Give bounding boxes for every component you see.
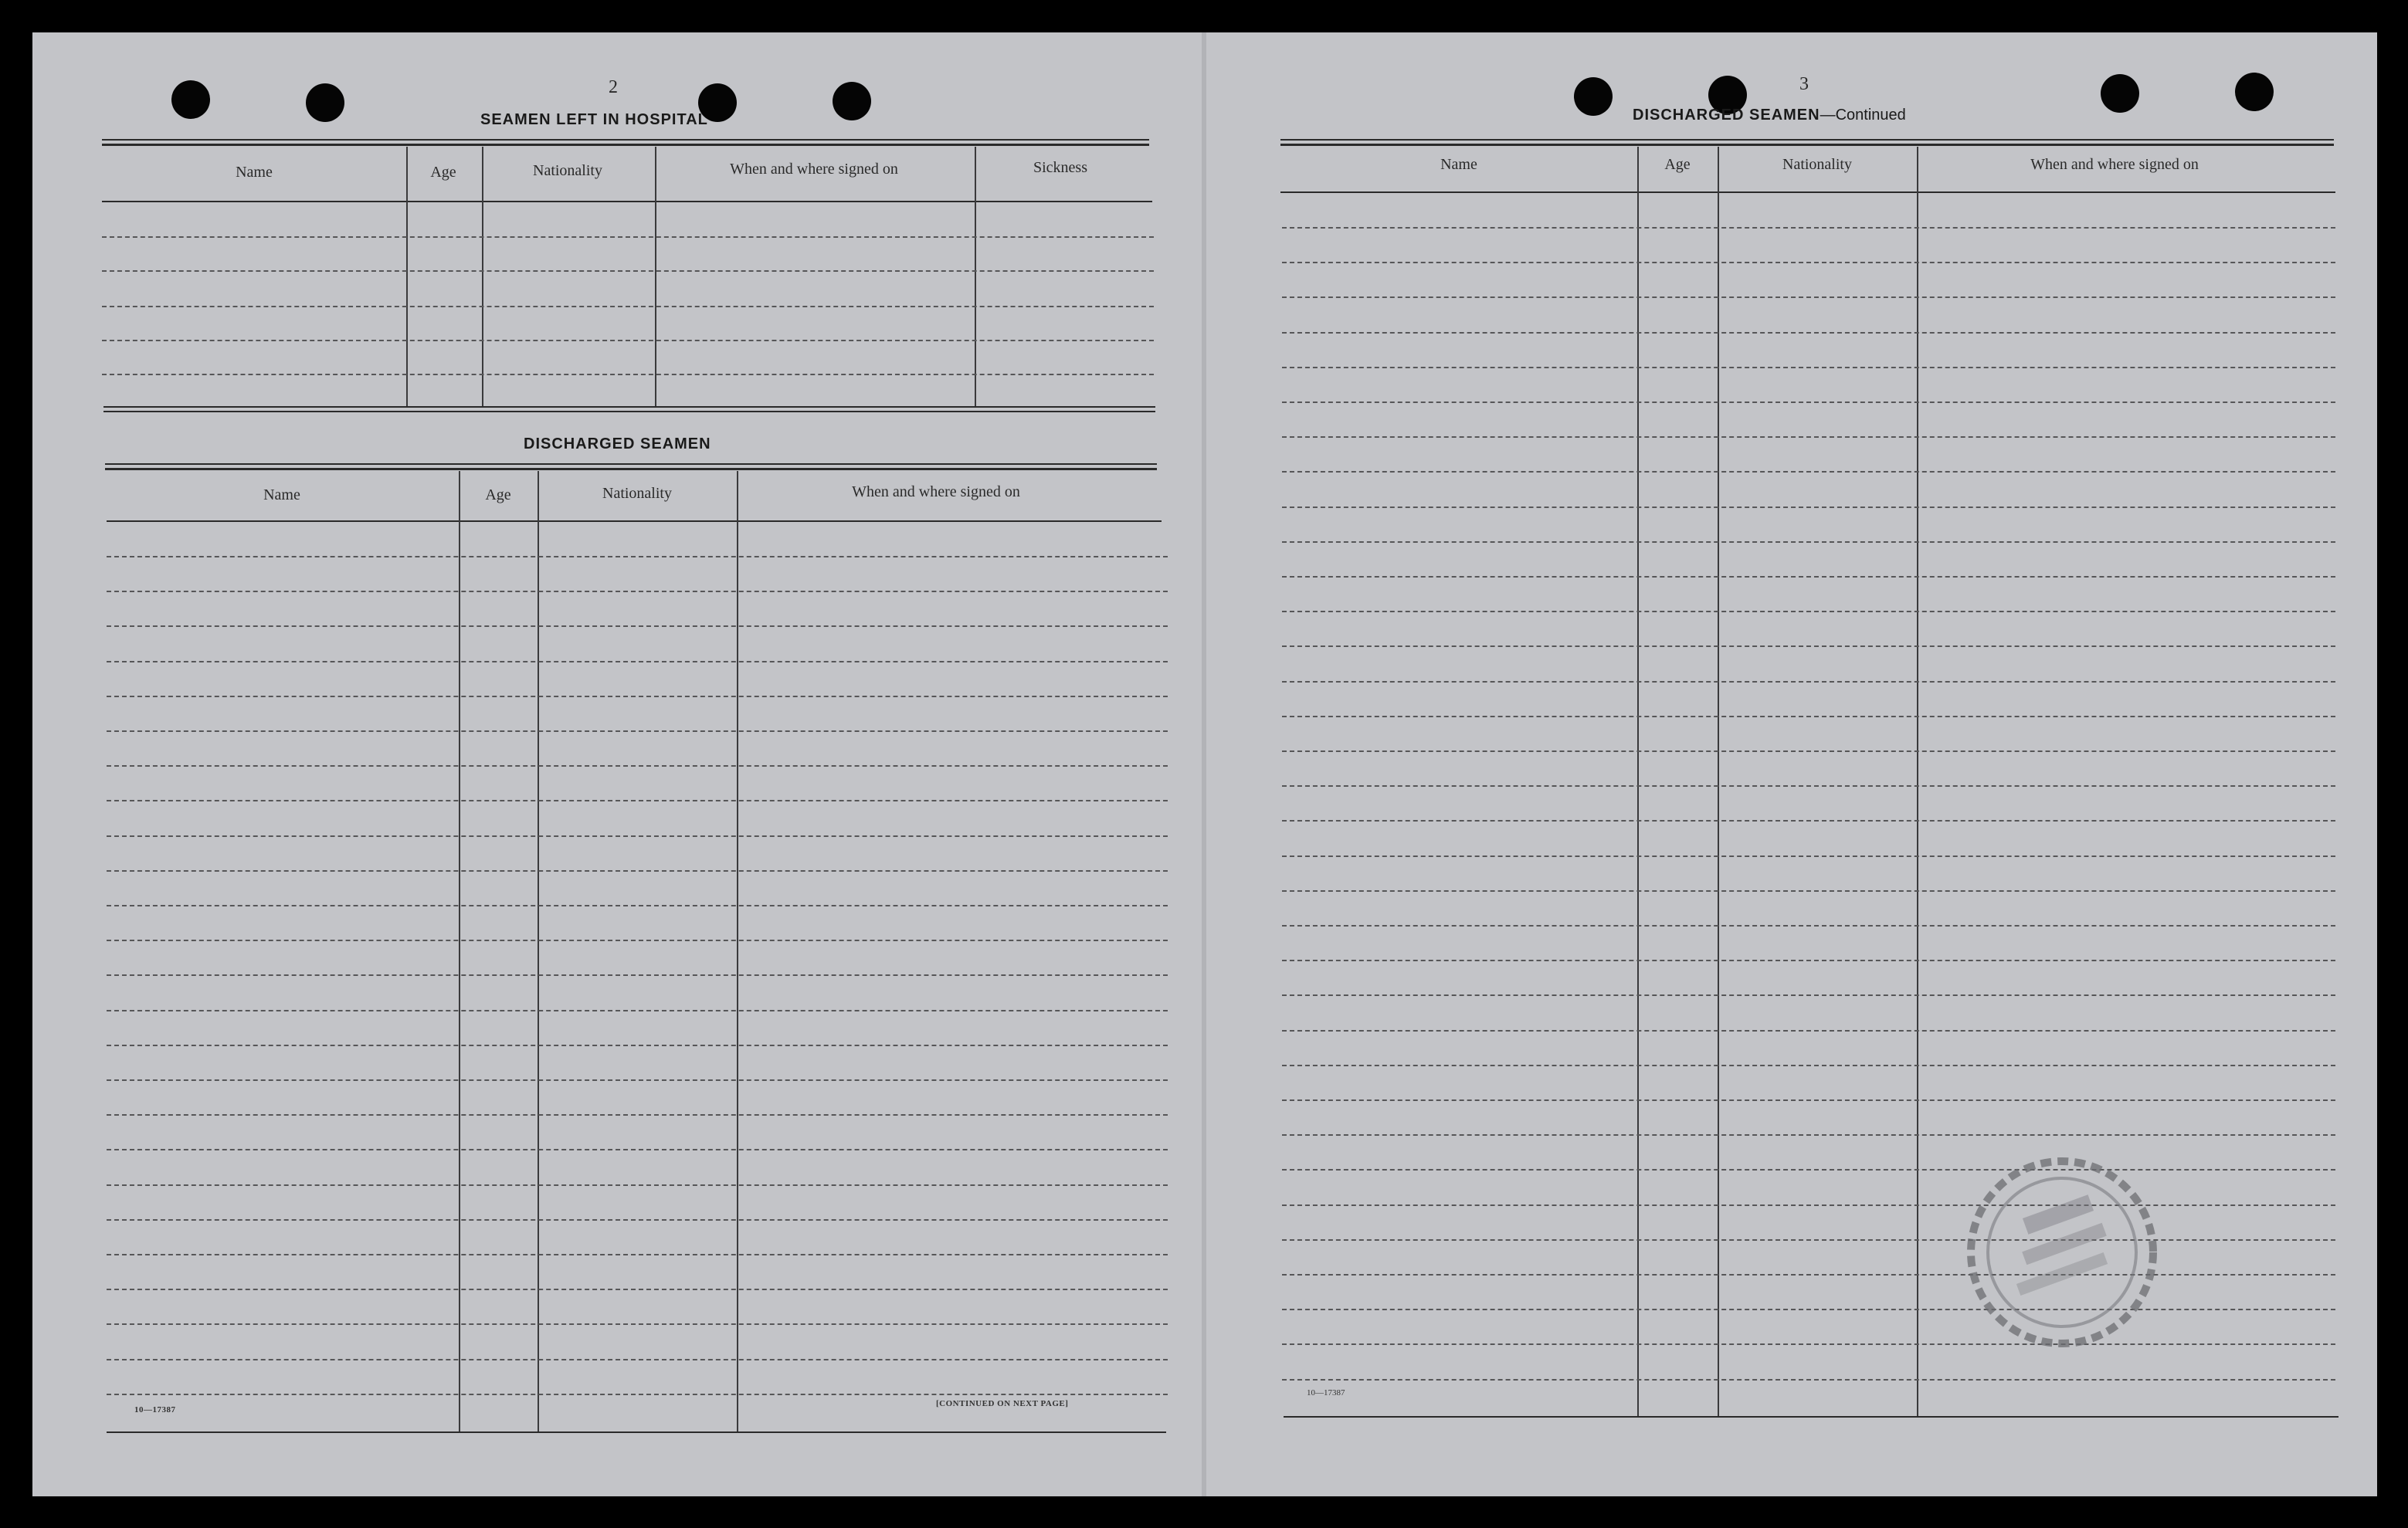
col-header-nationality: Nationality xyxy=(533,162,602,179)
table-row xyxy=(1282,1239,2335,1241)
table-row xyxy=(107,696,1168,697)
table-row xyxy=(1282,227,2335,229)
table-row xyxy=(1282,1274,2335,1276)
table-row xyxy=(1282,716,2335,717)
table-row xyxy=(1282,681,2335,683)
table-row xyxy=(1282,645,2335,647)
table-row xyxy=(107,1323,1168,1325)
discharged-section-title: DISCHARGED SEAMEN xyxy=(524,435,711,452)
punch-hole xyxy=(2101,74,2139,113)
col-header-name: Name xyxy=(263,486,300,503)
column-divider xyxy=(737,471,738,1431)
column-divider xyxy=(459,471,460,1431)
table-row xyxy=(107,730,1168,732)
table-row xyxy=(1282,541,2335,543)
top-rule xyxy=(102,144,1149,146)
col-header-signed-on: When and where signed on xyxy=(2030,156,2199,173)
col-header-name: Name xyxy=(236,164,273,181)
page-number-left: 2 xyxy=(609,77,618,97)
header-rule xyxy=(1280,191,2335,193)
column-divider xyxy=(406,147,408,408)
hospital-section-title: SEAMEN LEFT IN HOSPITAL xyxy=(480,111,708,128)
header-rule xyxy=(107,520,1162,522)
table-row xyxy=(107,1114,1168,1116)
table-row xyxy=(102,374,1154,375)
document-sheet xyxy=(32,32,2377,1496)
table-row xyxy=(1282,994,2335,996)
title-text: DISCHARGED SEAMEN xyxy=(1633,107,1820,124)
form-number-right: 10—17387 xyxy=(1307,1388,1345,1398)
table-row xyxy=(1282,332,2335,334)
postmark-stamp xyxy=(1962,1152,2162,1353)
title-suffix: —Continued xyxy=(1820,107,1906,124)
table-row xyxy=(1282,925,2335,927)
col-header-signed-on: When and where signed on xyxy=(730,161,898,178)
table-row xyxy=(1282,820,2335,822)
table-row xyxy=(107,974,1168,976)
header-rule xyxy=(102,201,1152,202)
punch-hole xyxy=(833,82,871,120)
table-row xyxy=(1282,750,2335,752)
col-header-nationality: Nationality xyxy=(1782,156,1852,173)
column-divider xyxy=(1637,147,1639,1418)
table-row xyxy=(107,835,1168,837)
table-row xyxy=(102,306,1154,307)
table-row xyxy=(1282,576,2335,578)
col-header-nationality: Nationality xyxy=(602,485,672,502)
table-row xyxy=(1282,785,2335,787)
table-row xyxy=(1282,1309,2335,1310)
table-row xyxy=(107,1394,1168,1395)
table-row xyxy=(107,1045,1168,1046)
punch-hole xyxy=(2235,73,2274,111)
table-row xyxy=(107,1254,1168,1255)
table-row xyxy=(1282,960,2335,961)
punch-hole xyxy=(306,83,344,122)
table-row xyxy=(107,556,1168,557)
table-row xyxy=(1282,436,2335,438)
col-header-signed-on: When and where signed on xyxy=(852,483,1020,500)
continued-note: [CONTINUED ON NEXT PAGE] xyxy=(936,1399,1069,1408)
table-row xyxy=(107,800,1168,801)
table-row xyxy=(1282,890,2335,892)
page-number-right: 3 xyxy=(1799,74,1809,94)
table-row xyxy=(107,1359,1168,1360)
table-row xyxy=(107,905,1168,906)
table-row xyxy=(1282,1379,2335,1381)
column-divider xyxy=(1718,147,1719,1418)
col-header-sickness: Sickness xyxy=(1033,159,1087,176)
table-row xyxy=(1282,1169,2335,1171)
column-divider xyxy=(538,471,539,1431)
table-row xyxy=(1282,367,2335,368)
table-row xyxy=(107,591,1168,592)
table-row xyxy=(1282,471,2335,473)
bottom-rule xyxy=(1284,1416,2338,1418)
column-divider xyxy=(482,147,483,408)
table-row xyxy=(102,236,1154,238)
table-row xyxy=(107,1149,1168,1150)
table-row xyxy=(107,1079,1168,1081)
table-row xyxy=(107,765,1168,767)
column-divider xyxy=(655,147,656,408)
table-row xyxy=(1282,507,2335,508)
column-divider xyxy=(975,147,976,406)
table-row xyxy=(1282,1204,2335,1206)
col-header-age: Age xyxy=(430,164,456,181)
table-row xyxy=(107,625,1168,627)
top-rule xyxy=(1280,144,2334,146)
column-divider xyxy=(1917,147,1918,1418)
table-row xyxy=(1282,1030,2335,1032)
table-row xyxy=(1282,401,2335,403)
form-number-left: 10—17387 xyxy=(134,1405,176,1415)
top-rule xyxy=(102,139,1149,141)
table-row xyxy=(107,661,1168,662)
punch-hole xyxy=(171,80,210,119)
col-header-name: Name xyxy=(1440,156,1477,173)
table-row xyxy=(1282,1065,2335,1066)
col-header-age: Age xyxy=(485,486,511,503)
table-row xyxy=(1282,611,2335,612)
table-row xyxy=(102,270,1154,272)
table-row xyxy=(102,340,1154,341)
punch-hole xyxy=(1574,77,1613,116)
page-fold xyxy=(1202,32,1206,1496)
col-header-age: Age xyxy=(1664,156,1691,173)
bottom-rule xyxy=(107,1431,1166,1433)
table-row xyxy=(107,870,1168,872)
table-row xyxy=(107,1010,1168,1011)
table-row xyxy=(1282,1343,2335,1345)
top-rule xyxy=(1280,139,2334,141)
table-row xyxy=(107,940,1168,941)
table-row xyxy=(1282,296,2335,298)
table-row xyxy=(107,1289,1168,1290)
table-row xyxy=(107,1184,1168,1186)
discharged-continued-title xyxy=(1633,107,1906,124)
table-row xyxy=(1282,262,2335,263)
table-row xyxy=(1282,1099,2335,1101)
bottom-rule xyxy=(103,406,1155,408)
table-row xyxy=(1282,855,2335,857)
bottom-rule xyxy=(103,411,1155,412)
top-rule xyxy=(105,468,1157,470)
top-rule xyxy=(105,463,1157,465)
table-row xyxy=(107,1219,1168,1221)
table-row xyxy=(1282,1134,2335,1136)
